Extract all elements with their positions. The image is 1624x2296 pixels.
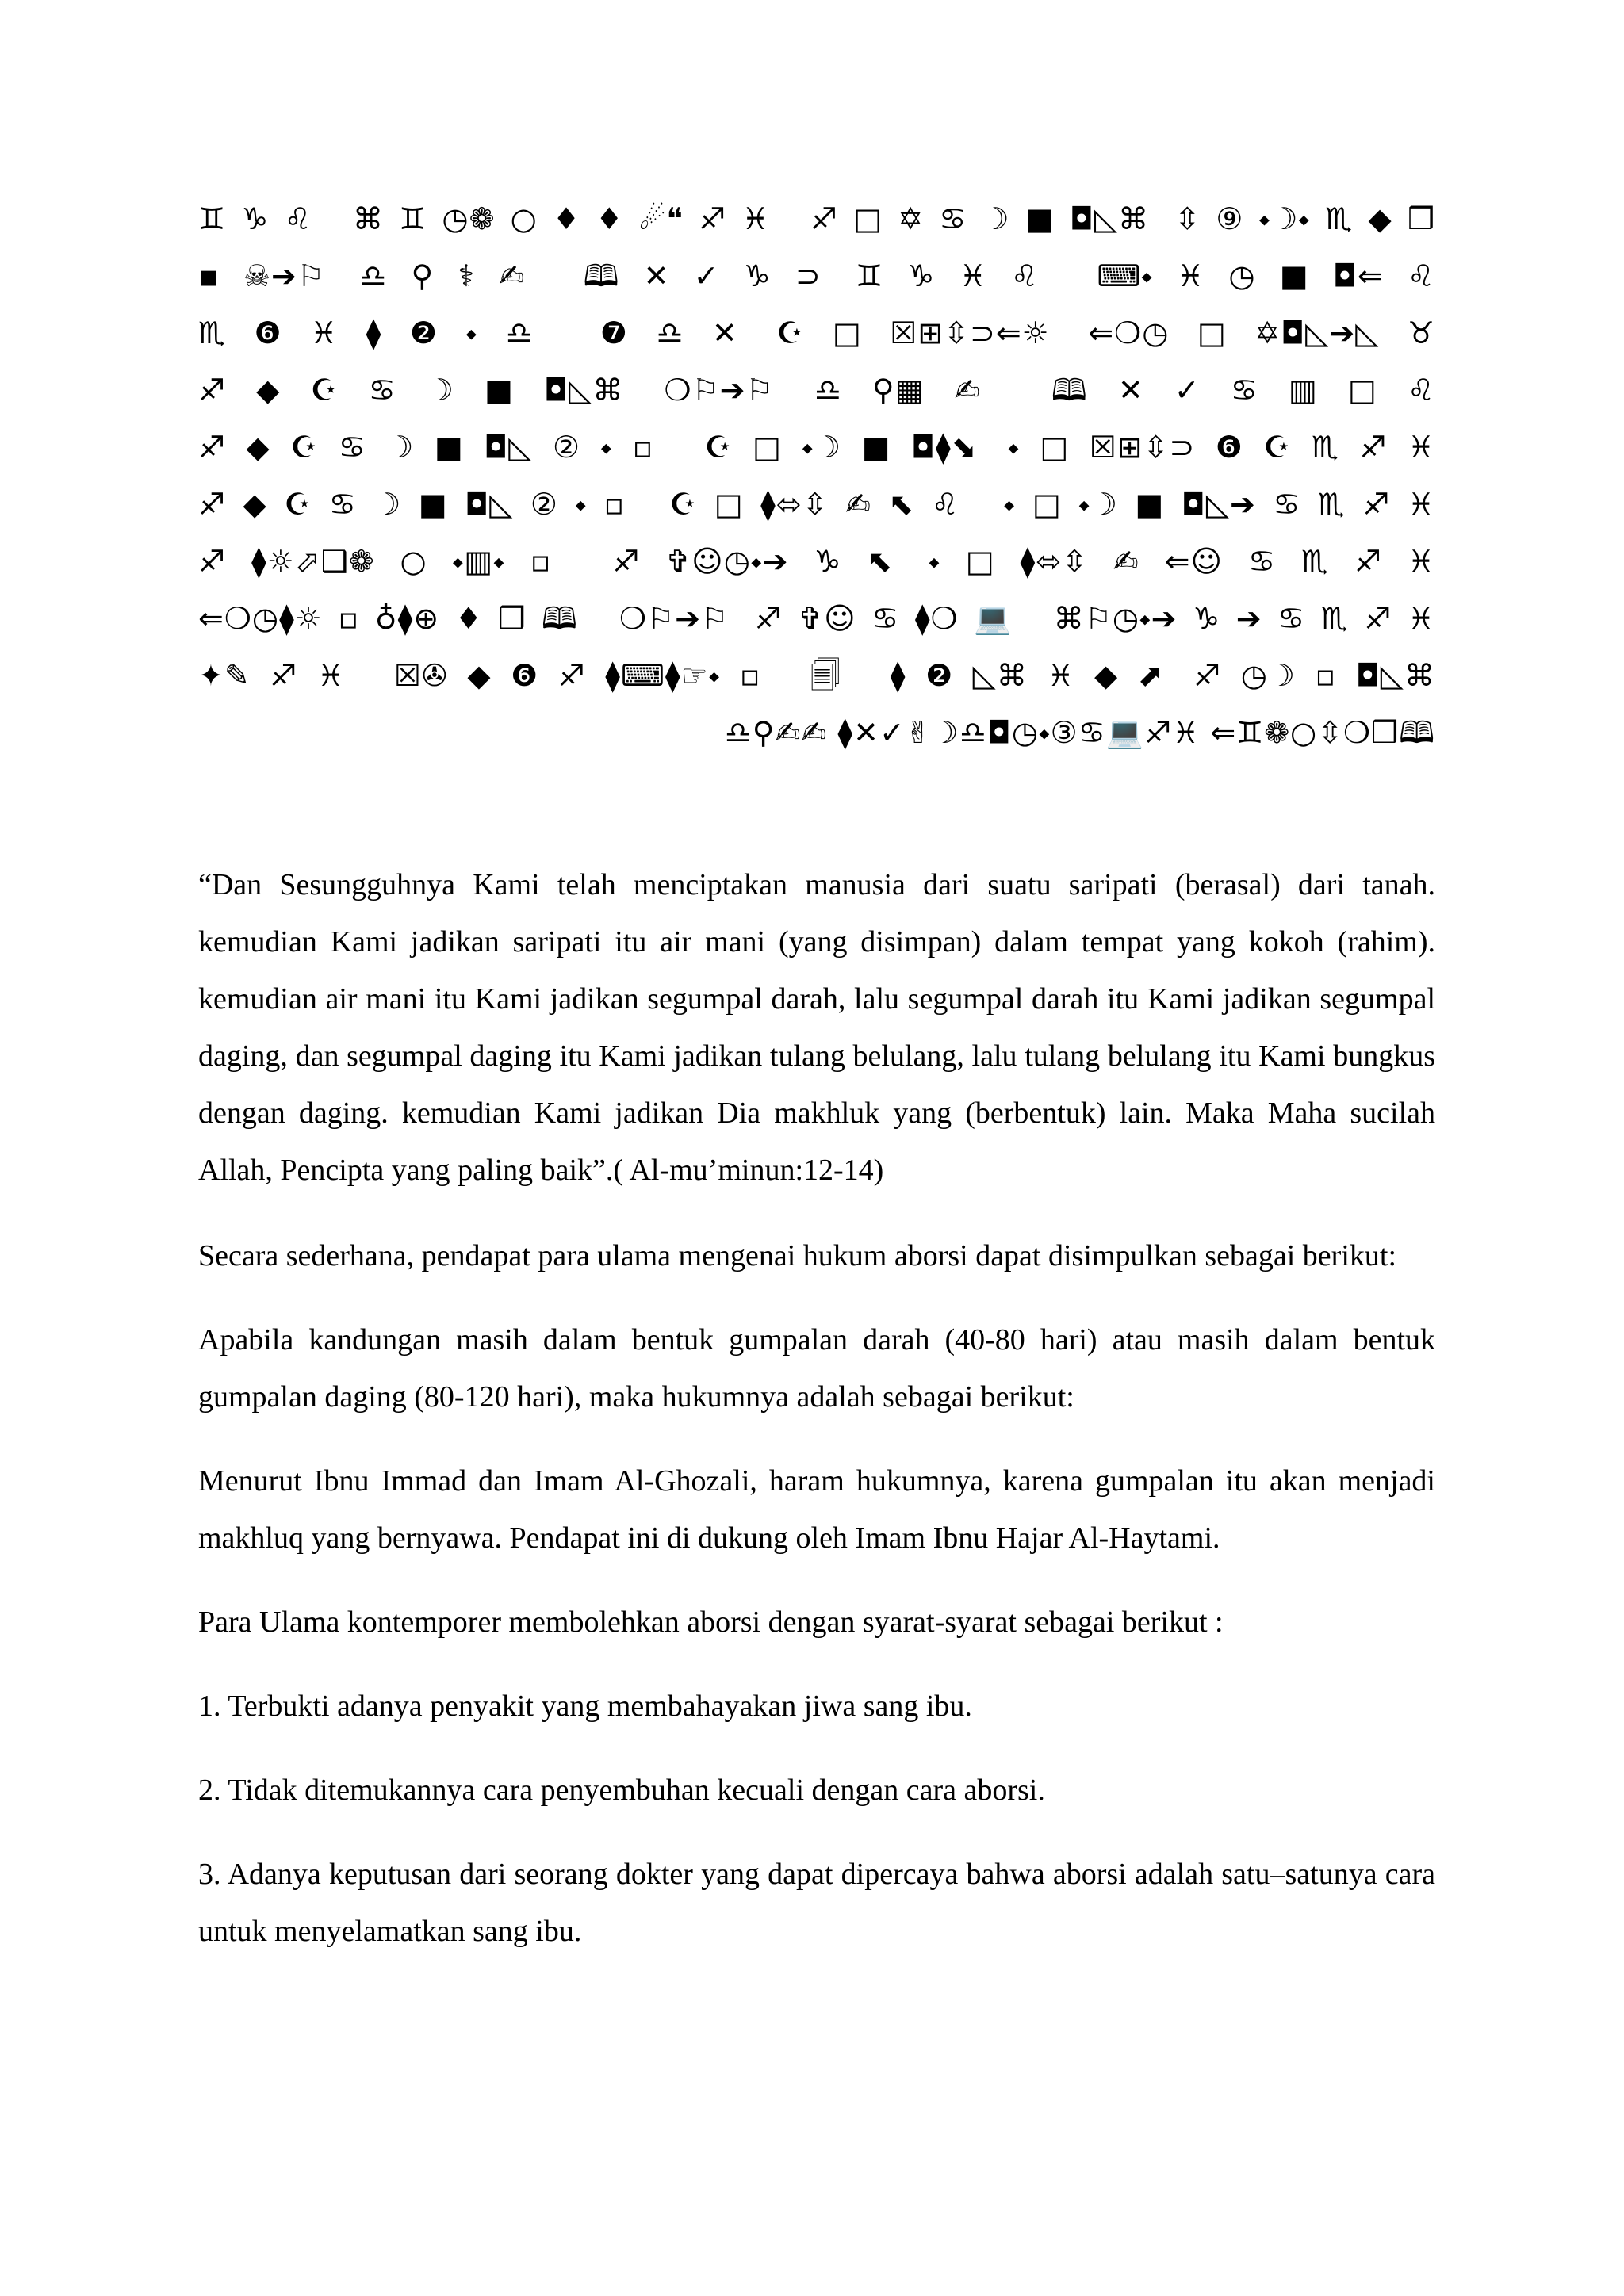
verse-line-5: ♐◆☪♋☽■◘◺②⬩▫ ☪□⬩☽■◘⧫⬊ ⬩□☒⊞⇳⊃❻☪♏♐♓	[198, 430, 1435, 465]
verse-translation: “Dan Sesungguhnya Kami telah menciptakan manusia dari suatu saripati (berasal) dari tanah. kemudian Kami jadikan saripati itu air mani (yang disimpan) dalam tempat yang kokoh (rahim). kemudian air mani itu Kami jadikan segumpal darah, lalu segumpal darah itu Kami jadikan segumpal daging, dan segumpal daging itu Kami jadikan tulang belulang, lalu tulang belulang itu Kami bungkus dengan daging. kemudian Kami jadikan Dia makhluk yang (berbentuk) lain. Maka Maha sucilah Allah, Pencipta yang paling baik”.( Al-mu’minun:12-14)	[198, 868, 1435, 1187]
quran-verse-block	[198, 190, 1435, 761]
verse-line-8: ⇐❍◷⧫☼▫♁⧫⊕♦❒🕮 ❍⚐➔⚐ ♐✞☺♋⧫❍💻 ⌘⚐◷⬩➔♑➔♋♏♐♓	[198, 601, 1435, 636]
verse-line-7: ♐⧫☼⬀❑❁○⬩▥⬩▫ ♐✞☺◷⬩➔♑⬉ ⬩□⧫⬄⇳✍⇐☺♋♏♐♓	[198, 544, 1435, 579]
paragraph-contemporary: Para Ulama kontemporer membolehkan aborsi dengan syarat-syarat sebagai berikut :	[198, 1605, 1224, 1639]
verse-line-3: ♏❻♓⧫❷⬩♎ ❼♎✕ ☪□☒⊞⇳⊃⇐☼ ⇐❍◷□✡◘◺➔◺♉	[198, 316, 1435, 350]
verse-line-9: ✦✎♐♓ ☒✇◆❻♐⧫⌨⧫☞⬩▫ 🗐 ⧫❷◺⌘♓◆⬈ ♐◷☽▫◘◺⌘	[198, 658, 1435, 693]
verse-line-10: ♎⚲✍✍ ⧫✕✓✌☽♎◘◷⬩③♋💻♐♓ ⇐♊❁○⇳❍❒🕮	[724, 715, 1435, 750]
verse-line-6: ♐◆☪♋☽■◘◺②⬩▫ ☪□⧫⬄⇳✍⬉♌ ⬩□⬩☽■◘◺➔♋♏♐♓	[198, 487, 1435, 522]
verse-line-2: ▪☠➔⚐ ♎⚲⚕✍ 🕮✕✓♑⊃ ♊♑♓♌ ⌨⬩♓◷■◘⇐♌	[198, 258, 1435, 293]
list-item-2: 2. Tidak ditemukannya cara penyembuhan kecuali dengan cara aborsi.	[198, 1774, 1045, 1807]
verse-line-1: ♊♑♌ ⌘♊◷❁○♦♦☄❝♐♓ ♐□✡♋☽■◘◺⌘ ⇳⑨⬩☽⬩♏◆❒	[198, 201, 1435, 236]
list-item-1: 1. Terbukti adanya penyakit yang membahayakan jiwa sang ibu.	[198, 1689, 972, 1723]
paragraph-summary: Secara sederhana, pendapat para ulama mengenai hukum aborsi dapat disimpulkan sebagai berikut:	[198, 1239, 1397, 1272]
body-text	[198, 856, 1435, 1987]
verse-line-4: ♐◆☪♋☽■◘◺⌘ ❍⚐➔⚐ ♎⚲▦✍ 🕮✕✓♋▥□♌	[198, 373, 1435, 408]
paragraph-condition: Apabila kandungan masih dalam bentuk gumpalan darah (40-80 hari) atau masih dalam bentuk gumpalan daging (80-120 hari), maka hukumnya adalah sebagai berikut:	[198, 1323, 1435, 1414]
paragraph-opinion: Menurut Ibnu Immad dan Imam Al-Ghozali, haram hukumnya, karena gumpalan itu akan menjadi makhluq yang bernyawa. Pendapat ini di dukung oleh Imam Ibnu Hajar Al-Haytami.	[198, 1464, 1435, 1555]
list-item-3: 3. Adanya keputusan dari seorang dokter yang dapat dipercaya bahwa aborsi adalah satu–satunya cara untuk menyelamatkan sang ibu.	[198, 1858, 1435, 1948]
